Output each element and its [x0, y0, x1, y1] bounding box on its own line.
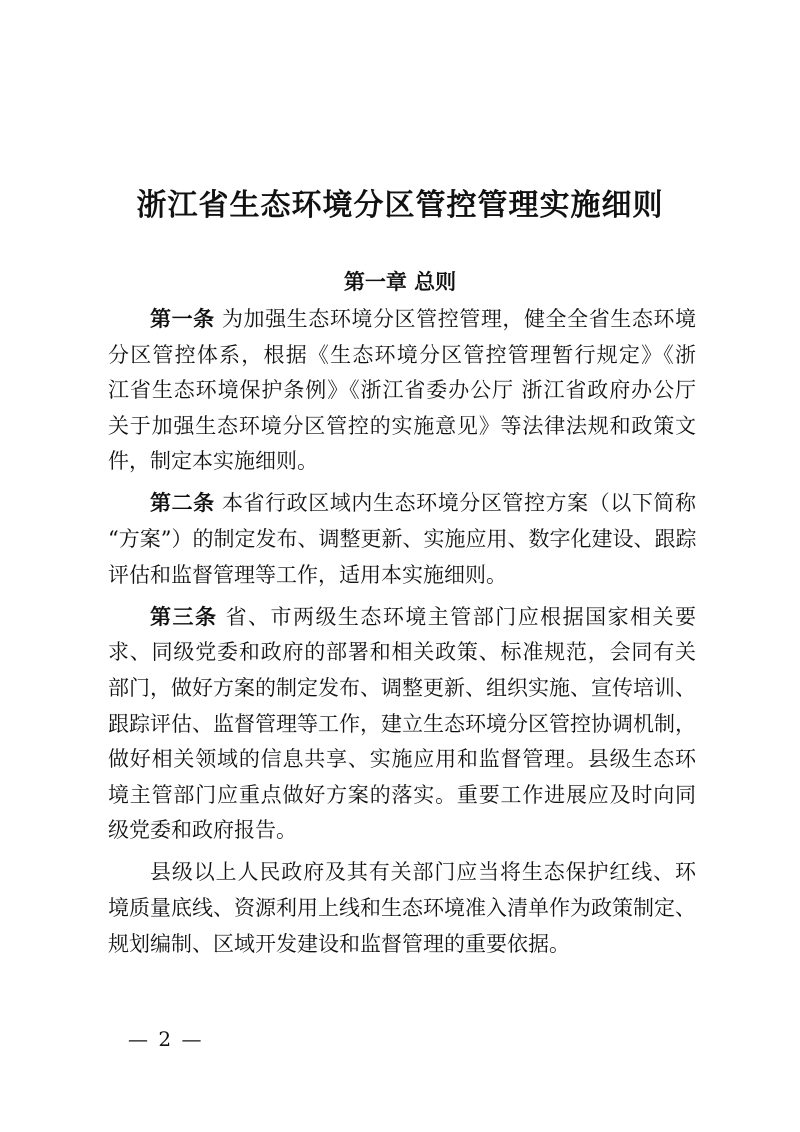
line-text: 求、同级党委和政府的部署和相关政策、标准规范，会同有关: [108, 640, 696, 665]
line-text: 分区管控体系，根据《生态环境分区管控管理暂行规定》《浙: [108, 342, 696, 367]
text-line: [108, 302, 696, 338]
article-label: 第一条: [150, 307, 215, 331]
text-line: [108, 927, 696, 963]
line-text: 为加强生态环境分区管控管理，健全全省生态环境: [214, 307, 696, 331]
text-line: [108, 671, 696, 707]
page-number: — 2 —: [128, 1027, 204, 1051]
line-text: 关于加强生态环境分区管控的实施意见》等法律法规和政策文: [108, 413, 696, 438]
text-line: [108, 600, 696, 636]
line-text: “方案”）的制定发布、调整更新、实施应用、数字化建设、跟踪: [108, 527, 697, 552]
line-text: 省、市两级生态环境主管部门应根据国家相关要: [217, 604, 696, 629]
paragraph: [108, 600, 696, 849]
line-text: 县级以上人民政府及其有关部门应当将生态保护红线、环: [150, 860, 696, 885]
text-line: [108, 486, 696, 522]
line-text: 部门，做好方案的制定发布、调整更新、组织实施、宣传培训、: [108, 675, 696, 700]
line-text: 江省生态环境保护条例》《浙江省委办公厅 浙江省政府办公厅: [108, 378, 696, 403]
line-text: 级党委和政府报告。: [108, 818, 297, 843]
paragraph: [108, 486, 696, 593]
line-text: 做好相关领域的信息共享、实施应用和监督管理。县级生态环: [108, 747, 696, 772]
text-line: [108, 778, 696, 814]
chapter-heading: 第一章 总则: [343, 270, 457, 294]
text-line: [108, 338, 696, 374]
article-label: 第二条: [150, 491, 215, 516]
text-line: [108, 742, 696, 778]
paragraph: [108, 855, 696, 962]
text-line: [108, 635, 696, 671]
text-line: [108, 891, 696, 927]
text-line: [108, 373, 696, 409]
document-body: [108, 302, 696, 969]
line-text: 规划编制、区域开发建设和监督管理的重要依据。: [108, 931, 570, 956]
line-text: 件，制定本实施细则。: [108, 449, 318, 474]
text-line: [108, 444, 696, 480]
line-text: 境质量底线、资源利用上线和生态环境准入清单作为政策制定、: [108, 896, 696, 920]
line-text: 评估和监督管理等工作，适用本实施细则。: [108, 562, 507, 587]
line-text: 境主管部门应重点做好方案的落实。重要工作进展应及时向同: [108, 782, 696, 807]
text-line: [108, 409, 696, 445]
text-line: [108, 558, 696, 594]
text-line: [108, 707, 696, 743]
article-label: 第三条: [150, 604, 218, 629]
text-line: [108, 522, 696, 558]
document-title: 浙江省生态环境分区管控管理实施细则: [136, 188, 664, 223]
line-text: 本省行政区域内生态环境分区管控方案（以下简称: [214, 491, 696, 516]
text-line: [108, 855, 696, 891]
paragraph: [108, 302, 696, 480]
text-line: [108, 813, 696, 849]
line-text: 跟踪评估、监督管理等工作，建立生态环境分区管控协调机制，: [108, 711, 696, 736]
